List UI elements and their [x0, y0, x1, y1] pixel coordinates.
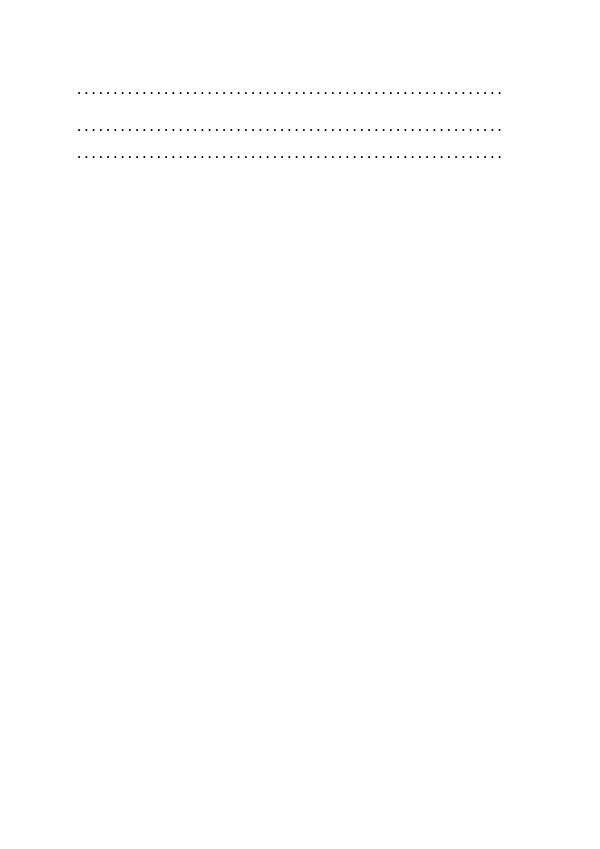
toc-section-primary-sources[interactable] — [74, 119, 530, 136]
toc-section-diagnostics[interactable] — [74, 82, 530, 99]
toc-section-references[interactable] — [74, 146, 530, 163]
table-of-contents — [74, 58, 530, 162]
